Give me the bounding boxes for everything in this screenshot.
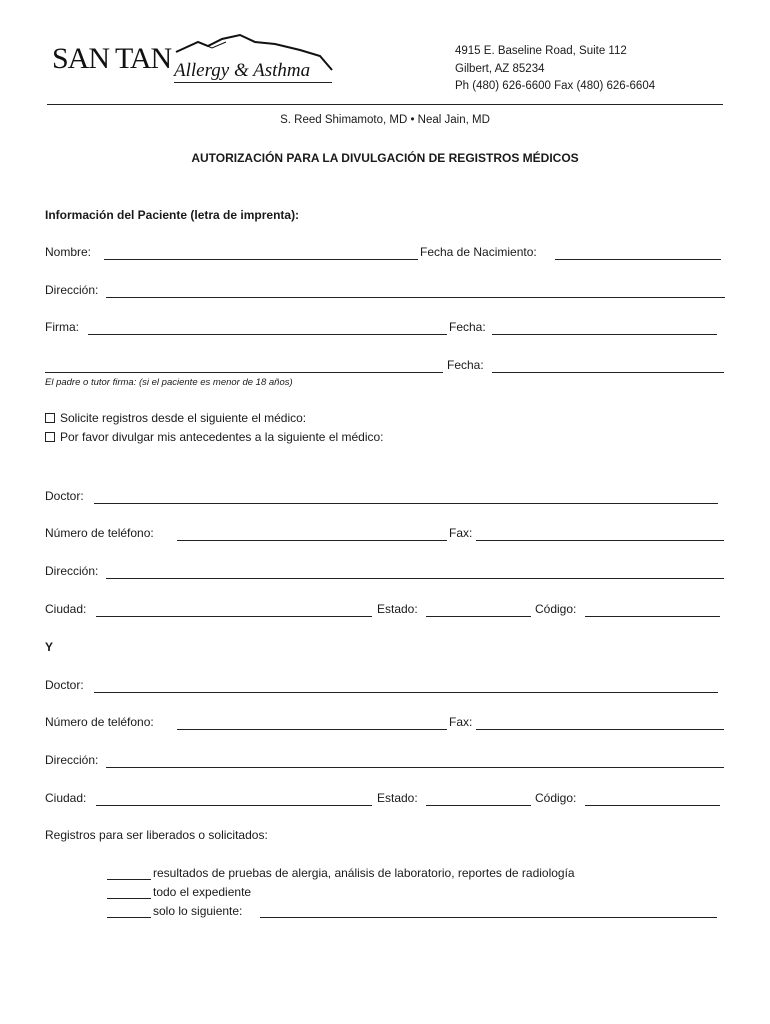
guardian-date-field[interactable] bbox=[492, 372, 724, 373]
doctor2-zip-label: Código: bbox=[535, 791, 577, 805]
guardian-date-label: Fecha: bbox=[447, 358, 484, 372]
address-line-city: Gilbert, AZ 85234 bbox=[455, 62, 545, 75]
doctor2-city-field[interactable] bbox=[96, 805, 372, 806]
doctor1-city-label: Ciudad: bbox=[45, 602, 87, 616]
release-label: Por favor divulgar mis antecedentes a la siguiente el médico: bbox=[60, 430, 384, 444]
doctor2-field[interactable] bbox=[94, 692, 718, 693]
address-line-phone: Ph (480) 626-6600 Fax (480) 626-6604 bbox=[455, 80, 656, 92]
guardian-note: El padre o tutor firma: (si el paciente es menor de 18 años) bbox=[45, 377, 293, 388]
records-item2-blank[interactable] bbox=[107, 898, 151, 899]
dob-label: Fecha de Nacimiento: bbox=[420, 245, 537, 259]
doctor1-fax-label: Fax: bbox=[449, 526, 473, 540]
doctor2-zip-field[interactable] bbox=[585, 805, 720, 806]
doctor1-state-label: Estado: bbox=[377, 602, 418, 616]
doctor1-fax-field[interactable] bbox=[476, 540, 724, 541]
request-checkbox[interactable] bbox=[45, 413, 55, 423]
release-checkbox[interactable] bbox=[45, 432, 55, 442]
and-separator: Y bbox=[45, 640, 54, 654]
doctor2-fax-field[interactable] bbox=[476, 729, 724, 730]
dob-field[interactable] bbox=[555, 259, 721, 260]
doctor2-label: Doctor: bbox=[45, 678, 84, 692]
doctor2-address-field[interactable] bbox=[106, 767, 724, 768]
request-label: Solicite registros desde el siguiente el médico: bbox=[60, 411, 307, 425]
header-divider bbox=[47, 104, 723, 105]
doctor1-label: Doctor: bbox=[45, 489, 84, 503]
guardian-signature-field[interactable] bbox=[45, 372, 443, 373]
doctor2-fax-label: Fax: bbox=[449, 715, 473, 729]
logo-sub-text: Allergy & Asthma bbox=[174, 60, 311, 81]
doctor1-phone-label: Número de teléfono: bbox=[45, 526, 154, 540]
name-label: Nombre: bbox=[45, 245, 92, 259]
records-item3-label: solo lo siguiente: bbox=[153, 904, 243, 918]
address-line-street: 4915 E. Baseline Road, Suite 112 bbox=[455, 45, 627, 57]
doctor1-address-field[interactable] bbox=[106, 578, 724, 579]
doctor1-phone-field[interactable] bbox=[177, 540, 447, 541]
doctor1-address-label: Dirección: bbox=[45, 564, 99, 578]
records-item3-field[interactable] bbox=[260, 917, 717, 918]
records-item2-label: todo el expediente bbox=[153, 885, 252, 899]
signature-field[interactable] bbox=[88, 334, 447, 335]
signature-label: Firma: bbox=[45, 320, 79, 334]
doctor2-state-label: Estado: bbox=[377, 791, 418, 805]
records-item3-blank[interactable] bbox=[107, 917, 151, 918]
records-item1-label: resultados de pruebas de alergia, análisis de laboratorio, reportes de radiología bbox=[153, 866, 575, 880]
page-title: AUTORIZACIÓN PARA LA DIVULGACIÓN DE REGISTROS MÉDICOS bbox=[191, 151, 579, 165]
records-heading: Registros para ser liberados o solicitados: bbox=[45, 828, 268, 842]
doctor2-city-label: Ciudad: bbox=[45, 791, 87, 805]
option-release[interactable] bbox=[45, 430, 384, 444]
doctor1-state-field[interactable] bbox=[426, 616, 531, 617]
name-field[interactable] bbox=[104, 259, 418, 260]
signature-date-field[interactable] bbox=[492, 334, 717, 335]
patient-address-field[interactable] bbox=[106, 297, 725, 298]
doctor2-phone-field[interactable] bbox=[177, 729, 447, 730]
doctor1-zip-field[interactable] bbox=[585, 616, 720, 617]
doctor1-city-field[interactable] bbox=[96, 616, 372, 617]
clinic-address bbox=[455, 43, 655, 96]
option-request[interactable] bbox=[45, 411, 306, 425]
records-item1-blank[interactable] bbox=[107, 879, 151, 880]
doctor2-state-field[interactable] bbox=[426, 805, 531, 806]
logo-underline bbox=[174, 82, 332, 83]
doctor2-address-label: Dirección: bbox=[45, 753, 99, 767]
doctors-names: S. Reed Shimamoto, MD • Neal Jain, MD bbox=[280, 114, 490, 126]
logo-main-text: SAN TAN bbox=[52, 42, 172, 75]
patient-address-label: Dirección: bbox=[45, 283, 99, 297]
logo bbox=[50, 30, 340, 90]
signature-date-label: Fecha: bbox=[449, 320, 486, 334]
patient-heading: Información del Paciente (letra de imprenta): bbox=[45, 208, 300, 222]
doctor2-phone-label: Número de teléfono: bbox=[45, 715, 154, 729]
doctor1-zip-label: Código: bbox=[535, 602, 577, 616]
doctor1-field[interactable] bbox=[94, 503, 718, 504]
